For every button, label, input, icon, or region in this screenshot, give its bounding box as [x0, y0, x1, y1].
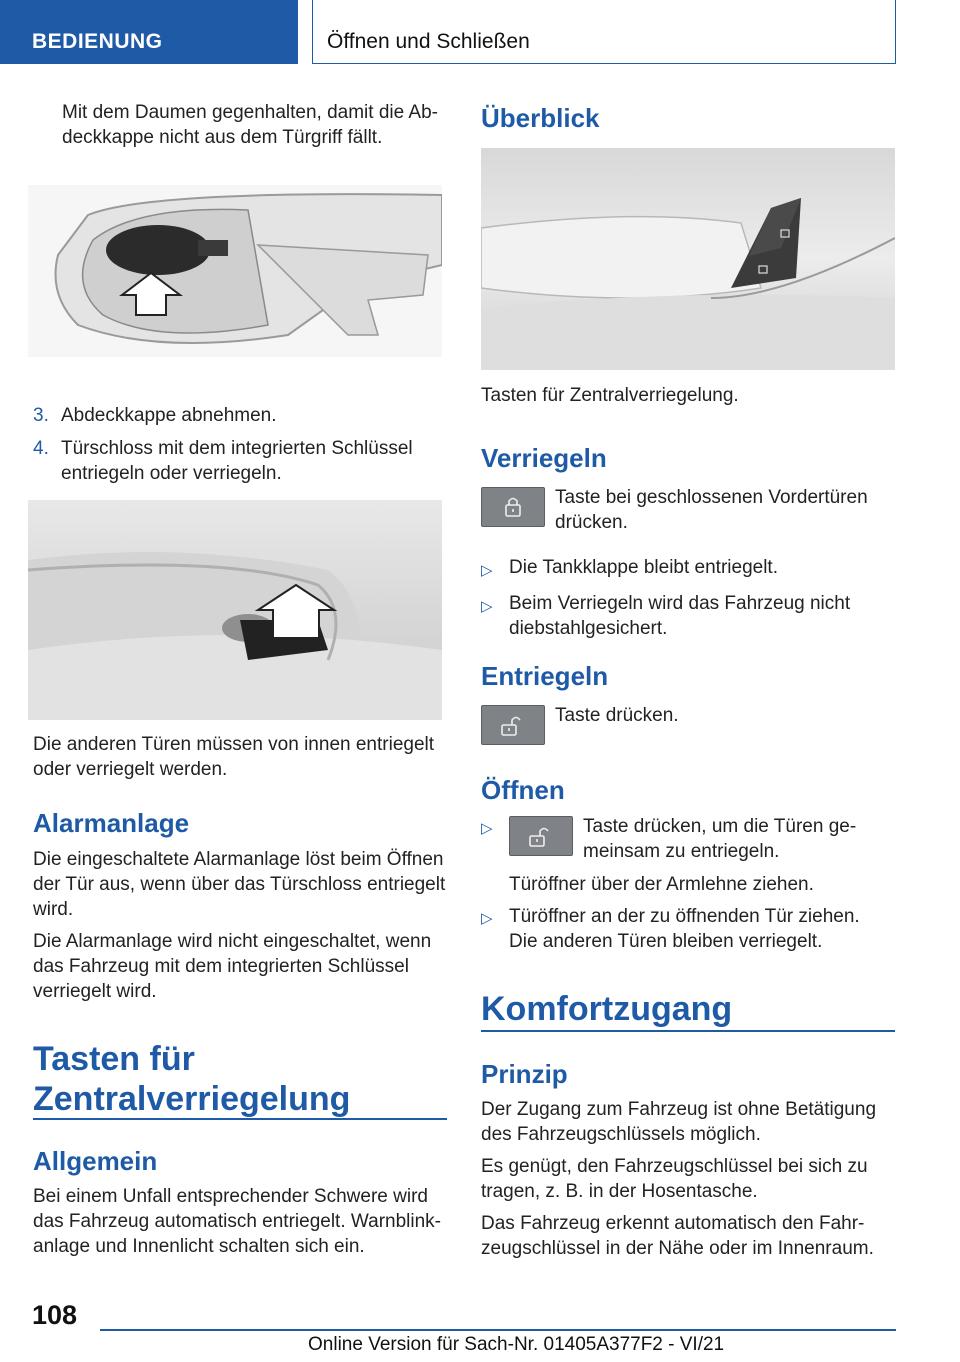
- other-doors-text: Die anderen Türen müssen von innen entriegelt oder verriegelt werden.: [33, 734, 435, 780]
- prinzip-paragraph-1: Der Zugang zum Fahrzeug ist ohne Betätigung des Fahrzeugschlüssels möglich.: [481, 1099, 877, 1145]
- door-lock-image: [28, 500, 442, 720]
- section-rule: [33, 1118, 447, 1120]
- prinzip-paragraph-2: Es genügt, den Fahrzeugschlüssel bei sich zu tragen, z. B. in der Hosentasche.: [481, 1156, 868, 1202]
- komfort-heading: Komfortzugang: [481, 990, 733, 1028]
- section-tab: BEDIENUNG: [0, 0, 298, 64]
- list-item: 3. Abdeckkappe abnehmen.: [33, 405, 277, 426]
- alarm-paragraph-2: Die Alarmanlage wird nicht eingeschaltet, wenn das Fahrzeug mit dem integrierten Schlüssel verriegelt wird.: [33, 931, 432, 1002]
- cover-cap-image: [28, 185, 442, 357]
- list-item: ▷ Beim Verriegeln wird das Fahrzeug nicht diebstahlgesichert.: [481, 593, 851, 639]
- alarm-heading: Alarmanlage: [33, 808, 190, 838]
- prinzip-paragraph-3: Das Fahrzeug erkennt automatisch den Fahr- zeugschlüssel in der Nähe oder im Innenraum.: [481, 1213, 874, 1259]
- oeffnen-heading: Öffnen: [481, 775, 565, 805]
- allgemein-text: Bei einem Unfall entsprechender Schwere wird das Fahrzeug automatisch entriegelt. Warnblink- anlage und Innenlicht schalten sich ein.: [33, 1186, 441, 1257]
- oeffnen-bullet-1-text: Taste drücken, um die Türen ge- meinsam zu entriegeln.: [583, 816, 857, 862]
- footer-rule: [100, 1329, 896, 1331]
- footer-text: Online Version für Sach-Nr. 01405A377F2 - VI/21: [308, 1334, 725, 1355]
- oeffnen-bullet-1-extra: Türöffner über der Armlehne ziehen.: [509, 874, 814, 895]
- ueberblick-heading: Überblick: [481, 103, 600, 133]
- bullet-icon: ▷: [481, 598, 493, 615]
- unlock-icon: [509, 816, 573, 856]
- list-item: ▷ Die Tankklappe bleibt entriegelt.: [481, 555, 895, 583]
- page-number: 108: [32, 1300, 78, 1330]
- bullet-icon: ▷: [481, 820, 493, 837]
- verriegeln-bullets: [481, 555, 895, 641]
- intro-text: Mit dem Daumen gegenhalten, damit die Ab- deckkappe nicht aus dem Türgriff fällt.: [62, 102, 438, 148]
- lock-icon: [481, 487, 545, 527]
- entriegeln-heading: Entriegeln: [481, 661, 609, 691]
- verriegeln-heading: Verriegeln: [481, 443, 607, 473]
- section-rule: [481, 1030, 895, 1032]
- allgemein-heading: Allgemein: [33, 1146, 158, 1176]
- unlock-icon: [481, 705, 545, 745]
- image-caption: Tasten für Zentralverriegelung.: [481, 385, 739, 406]
- chapter-title: Öffnen und Schließen: [312, 0, 896, 64]
- alarm-paragraph-1: Die eingeschaltete Alarmanlage löst beim Öffnen der Tür aus, wenn über das Türschloss entriegelt wird.: [33, 849, 446, 920]
- bullet-icon: ▷: [481, 562, 493, 579]
- tasten-heading: Tasten für Zentralverriegelung: [33, 1040, 351, 1118]
- oeffnen-bullet-2-text: Türöffner an der zu öffnenden Tür ziehen. Die anderen Türen bleiben verriegelt.: [509, 906, 860, 952]
- prinzip-heading: Prinzip: [481, 1059, 568, 1089]
- step-list: [33, 403, 443, 486]
- verriegeln-text: Taste bei geschlossenen Vordertüren drücken.: [555, 487, 868, 533]
- door-handle-overview-image: [481, 148, 895, 370]
- bullet-icon: ▷: [481, 910, 493, 927]
- list-item: 4. Türschloss mit dem integrierten Schlüssel entriegeln oder verriegeln.: [33, 438, 413, 484]
- entriegeln-text: Taste drücken.: [555, 705, 679, 726]
